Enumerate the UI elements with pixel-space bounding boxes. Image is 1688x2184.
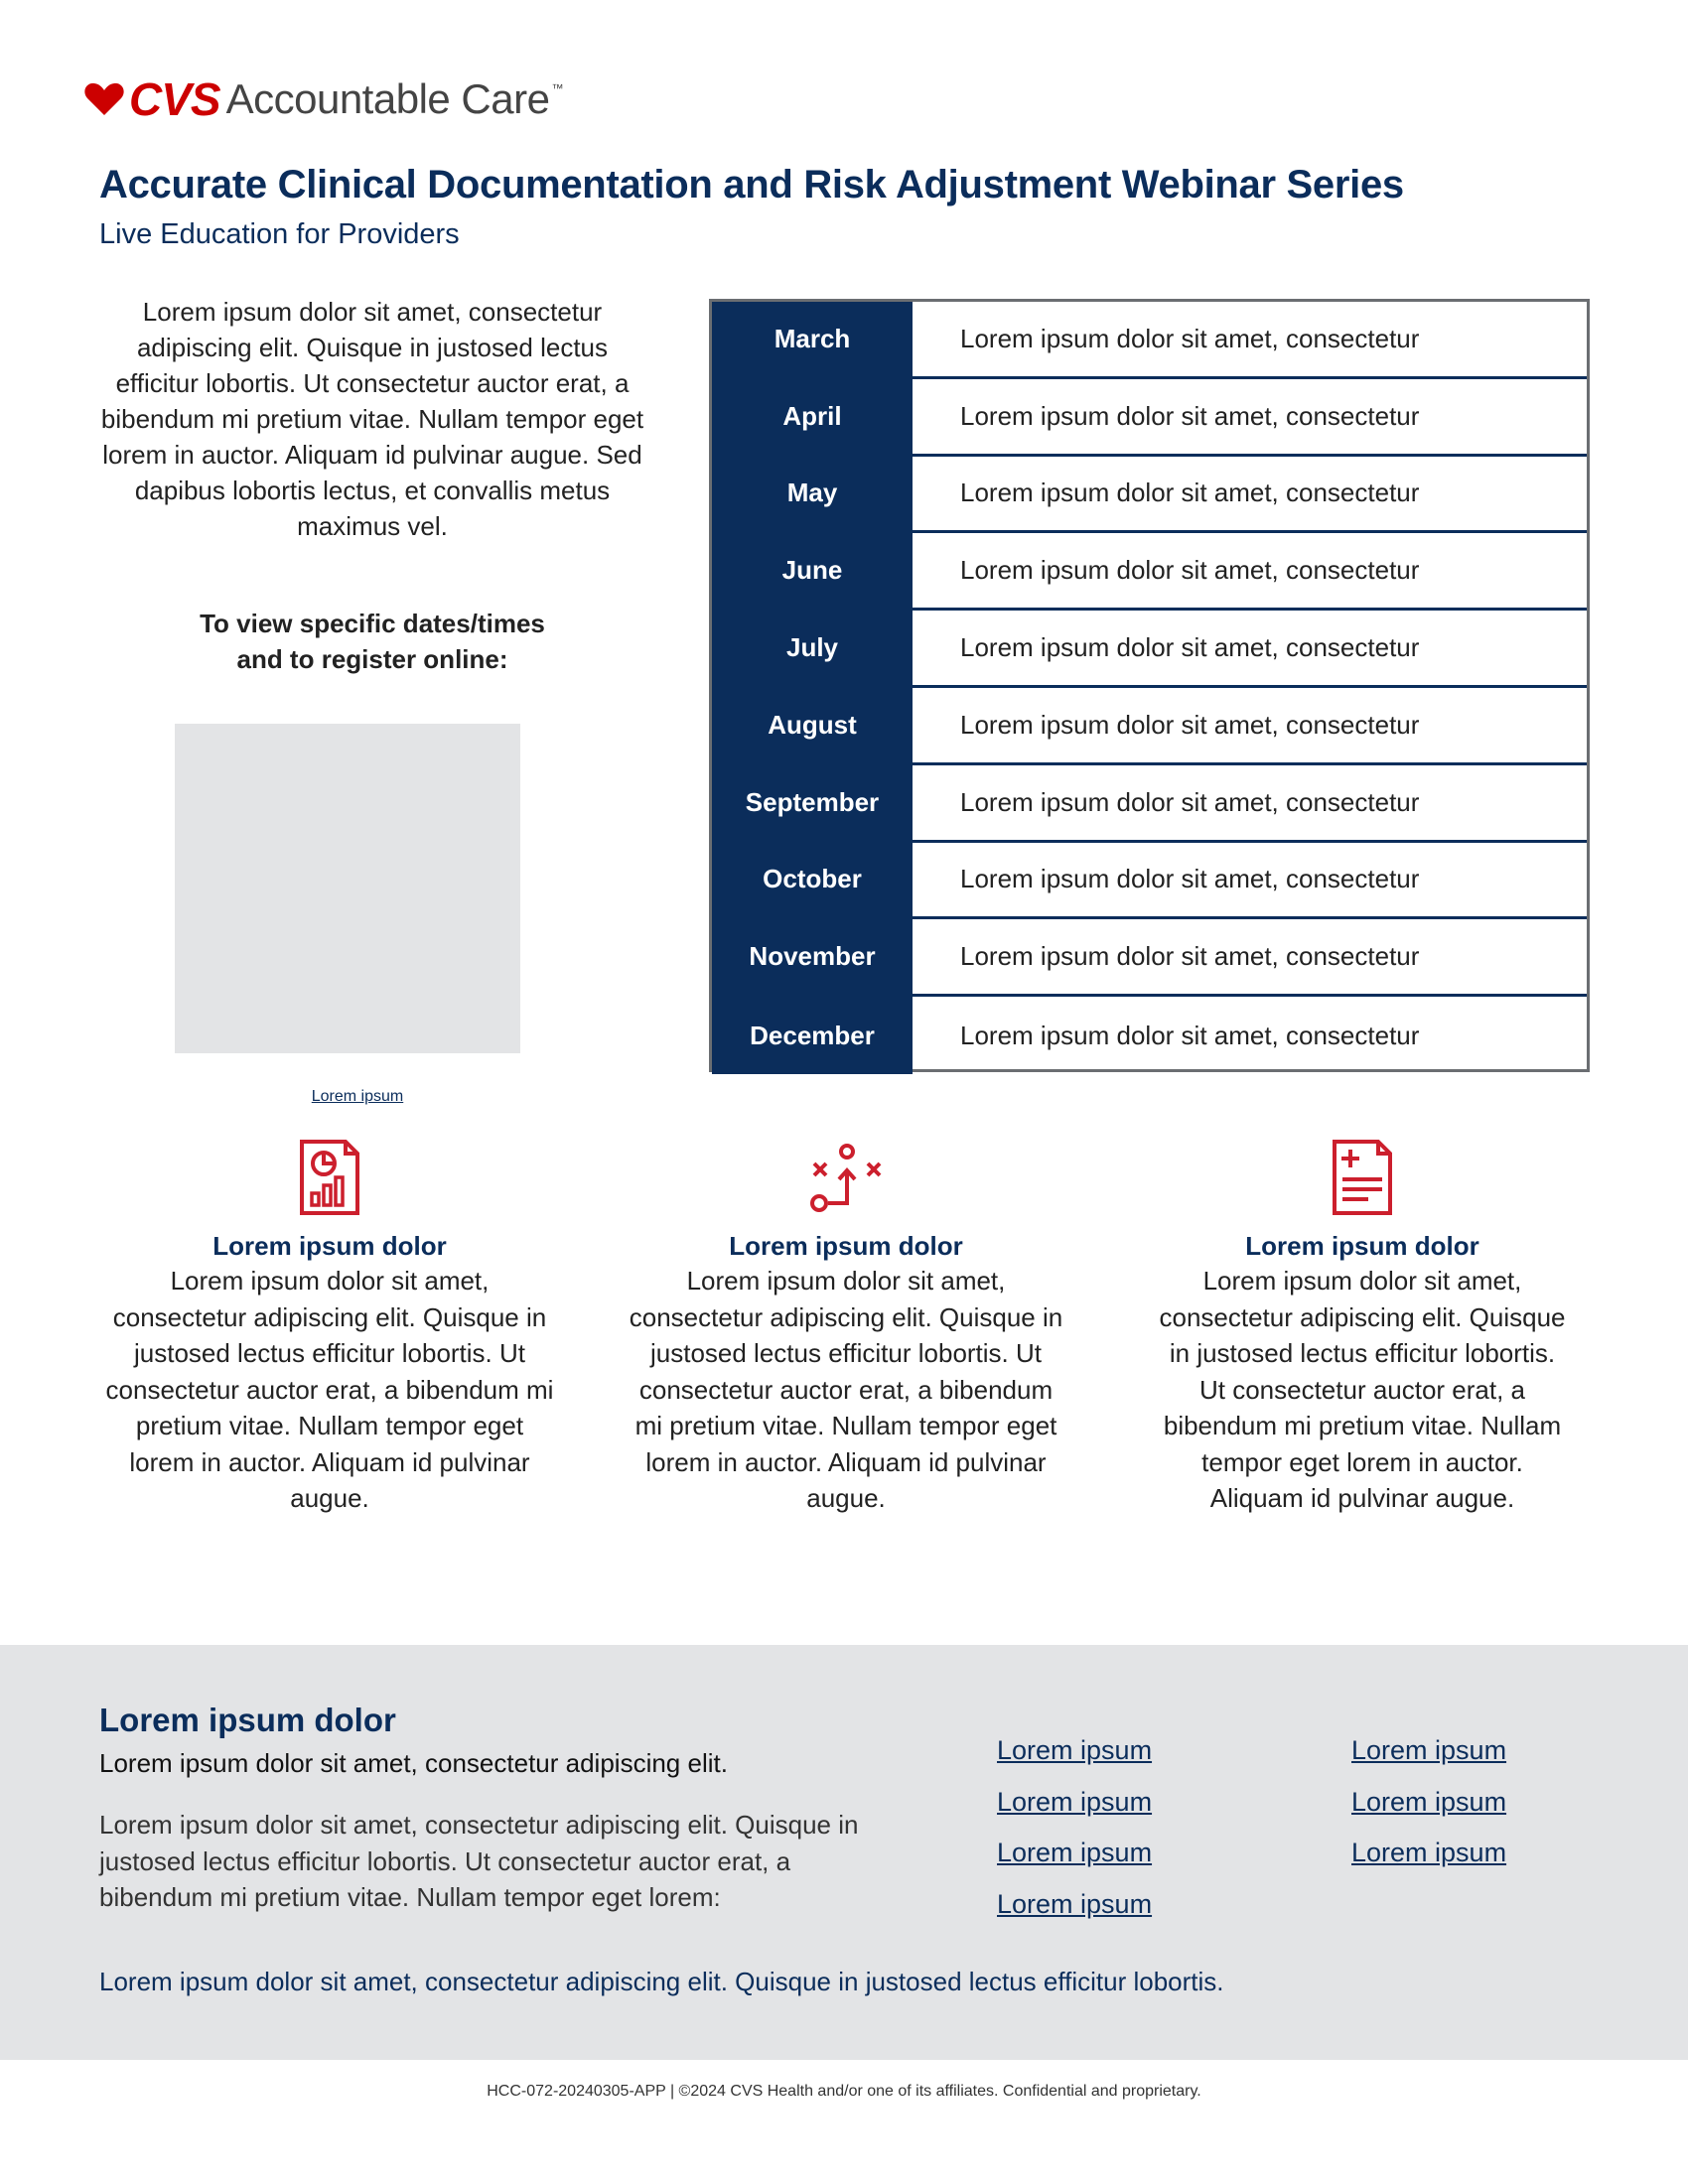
footer-link[interactable]: Lorem ipsum xyxy=(997,1838,1153,1867)
legal-footer: HCC-072-20240305-APP | ©2024 CVS Health and/or one of its affiliates. Confidential and proprietary. xyxy=(487,2083,1201,2100)
heart-icon xyxy=(83,81,125,117)
month-cell: November xyxy=(712,919,913,994)
schedule-row-november xyxy=(712,919,1587,997)
schedule-row-august xyxy=(712,688,1587,765)
schedule-row-july xyxy=(712,611,1587,688)
footer-link[interactable]: Lorem ipsum xyxy=(1351,1786,1507,1817)
footer-subheading: Lorem ipsum dolor sit amet, consectetur adipiscing elit. xyxy=(99,1748,728,1778)
medical-document-icon xyxy=(1323,1138,1402,1217)
footer-link[interactable]: Lorem ipsum xyxy=(1351,1838,1507,1867)
description-cell: Lorem ipsum dolor sit amet, consectetur xyxy=(960,478,1420,508)
schedule-table xyxy=(709,299,1590,1072)
description-cell: Lorem ipsum dolor sit amet, consectetur xyxy=(960,632,1420,663)
page-subtitle: Live Education for Providers xyxy=(99,218,460,250)
feature-text: Lorem ipsum dolor sit amet, consectetur adipiscing elit. Quisque in justosed lectus efficitur lobortis. Ut consectetur auctor erat, a bibendum mi pretium vitae. Nullam tempor eget lorem in auctor. Aliquam id pulvinar augue. xyxy=(105,1266,554,1513)
footer-paragraph: Lorem ipsum dolor sit amet, consectetur adipiscing elit. Quisque in justosed lectus efficitur lobortis. Ut consectetur auctor erat, a bibendum mi pretium vitae. Nullam tempor eget lorem: xyxy=(99,1810,859,1912)
schedule-row-march xyxy=(712,302,1587,379)
footer-bottom-line: Lorem ipsum dolor sit amet, consectetur adipiscing elit. Quisque in justosed lectus efficitur lobortis. xyxy=(99,1967,1224,1996)
feature-heading: Lorem ipsum dolor xyxy=(729,1231,963,1261)
description-cell: Lorem ipsum dolor sit amet, consectetur xyxy=(960,1020,1420,1050)
month-cell: September xyxy=(712,765,913,840)
footer-link[interactable]: Lorem ipsum xyxy=(997,1735,1153,1765)
trademark-symbol: ™ xyxy=(551,81,564,95)
intro-paragraph: Lorem ipsum dolor sit amet, consectetur adipiscing elit. Quisque in justosed lectus efficitur lobortis. Ut consectetur auctor erat, a bibendum mi pretium vitae. Nullam tempor eget lorem in auctor. Aliquam id pulvinar augue. Sed dapibus lobortis lectus, et convallis metus maximus vel. xyxy=(100,297,644,541)
feature-column-1 xyxy=(96,1138,563,1517)
feature-text: Lorem ipsum dolor sit amet, consectetur adipiscing elit. Quisque in justosed lectus efficitur lobortis. Ut consectetur auctor erat, a bibendum mi pretium vitae. Nullam tempor eget lorem in auctor. Aliquam id pulvinar augue. xyxy=(629,1266,1063,1513)
feature-text: Lorem ipsum dolor sit amet, consectetur adipiscing elit. Quisque in justosed lectus efficitur lobortis. Ut consectetur auctor erat, a bibendum mi pretium vitae. Nullam tempor eget lorem in auctor. Aliquam id pulvinar augue. xyxy=(1159,1266,1566,1513)
footer-link[interactable]: Lorem ipsum xyxy=(997,1888,1153,1919)
description-cell: Lorem ipsum dolor sit amet, consectetur xyxy=(960,864,1420,894)
description-cell: Lorem ipsum dolor sit amet, consectetur xyxy=(960,323,1420,353)
description-cell: Lorem ipsum dolor sit amet, consectetur xyxy=(960,400,1420,431)
description-cell: Lorem ipsum dolor sit amet, consectetur xyxy=(960,709,1420,740)
qr-code-placeholder[interactable] xyxy=(175,724,520,1053)
page-title: Accurate Clinical Documentation and Risk Adjustment Webinar Series xyxy=(99,163,1404,206)
footer-links-right xyxy=(1351,1725,1506,1879)
description-cell: Lorem ipsum dolor sit amet, consectetur xyxy=(960,555,1420,586)
feature-column-2 xyxy=(613,1138,1079,1517)
feature-heading: Lorem ipsum dolor xyxy=(212,1231,447,1261)
month-cell: October xyxy=(712,843,913,917)
footer-links-left xyxy=(997,1725,1152,1930)
month-cell: June xyxy=(712,533,913,608)
month-cell: April xyxy=(712,379,913,454)
feature-column-3 xyxy=(1129,1138,1596,1517)
schedule-row-june xyxy=(712,533,1587,611)
report-chart-icon xyxy=(290,1138,369,1217)
month-cell: December xyxy=(712,997,913,1074)
month-cell: August xyxy=(712,688,913,762)
description-cell: Lorem ipsum dolor sit amet, consectetur xyxy=(960,941,1420,972)
schedule-row-september xyxy=(712,765,1587,843)
description-cell: Lorem ipsum dolor sit amet, consectetur xyxy=(960,786,1420,817)
register-line-1: To view specific dates/times xyxy=(200,609,545,638)
month-cell: July xyxy=(712,611,913,685)
month-cell: May xyxy=(712,457,913,531)
cvs-logo xyxy=(83,73,564,125)
register-prompt xyxy=(99,606,645,677)
logo-accountable-care-text: Accountable Care xyxy=(225,75,550,122)
footer-heading: Lorem ipsum dolor xyxy=(99,1702,396,1738)
qr-link[interactable]: Lorem ipsum xyxy=(311,1088,404,1105)
footer-link[interactable]: Lorem ipsum xyxy=(1351,1735,1507,1765)
strategy-play-icon xyxy=(806,1138,886,1217)
footer-link[interactable]: Lorem ipsum xyxy=(997,1786,1153,1817)
schedule-row-october xyxy=(712,843,1587,920)
logo-cvs-text: CVS xyxy=(129,73,220,125)
schedule-row-december xyxy=(712,997,1587,1074)
feature-heading: Lorem ipsum dolor xyxy=(1245,1231,1479,1261)
schedule-row-april xyxy=(712,379,1587,457)
schedule-row-may xyxy=(712,457,1587,534)
register-line-2: and to register online: xyxy=(236,644,508,674)
month-cell: March xyxy=(712,302,913,376)
